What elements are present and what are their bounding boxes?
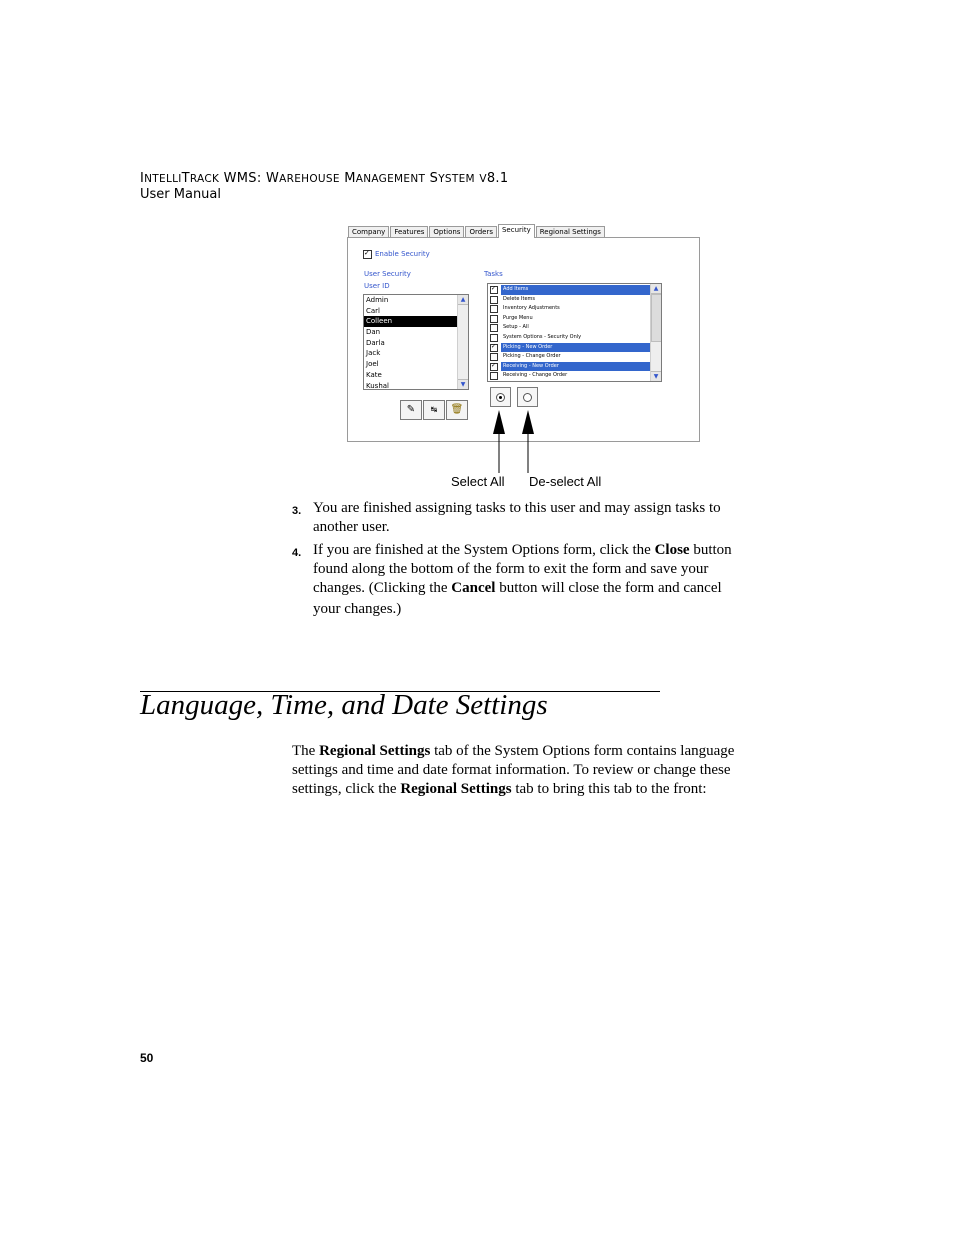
task-checkbox[interactable] — [490, 372, 498, 380]
step-4-number: 4. — [292, 547, 302, 559]
task-label: System Options - Security Only — [503, 333, 582, 340]
header-title-smallcaps: RACK — [189, 173, 220, 185]
task-checkbox[interactable] — [490, 305, 498, 313]
task-label: Setup - All — [503, 324, 529, 331]
task-list-item[interactable] — [488, 352, 661, 362]
user-list-item[interactable]: Carl — [366, 306, 380, 315]
step-4-line-2: found along the bottom of the form to exit the form and save your — [313, 561, 709, 577]
user-security-label: User Security — [364, 270, 411, 278]
task-label: Picking - Change Order — [503, 353, 561, 360]
edit-icon: ✎ — [406, 404, 416, 415]
trash-icon: 🗑 — [450, 404, 464, 415]
enable-security-checkbox[interactable] — [363, 250, 372, 259]
section-line-2: settings and time and date format information. To review or change these — [292, 762, 731, 778]
user-list-item[interactable]: Jack — [366, 349, 381, 358]
task-label: Receiving - Change Order — [503, 372, 568, 379]
tab-company[interactable]: Company — [348, 226, 389, 238]
step-4-line-3: changes. (Clicking the Cancel button will close the form and cancel — [313, 580, 722, 596]
scroll-down-icon[interactable]: ▼ — [458, 379, 468, 389]
section-heading: Language, Time, and Date Settings — [140, 689, 548, 721]
callout-arrows — [480, 405, 550, 475]
scroll-thumb[interactable] — [651, 294, 662, 342]
delete-user-button[interactable] — [446, 400, 468, 420]
step-3-text — [313, 499, 721, 537]
task-list-item[interactable] — [488, 295, 661, 305]
page-number: 50 — [140, 1051, 154, 1065]
header-title-smallcaps: V — [479, 173, 487, 185]
user-list-item[interactable]: Admin — [366, 296, 389, 304]
user-id-label: User ID — [364, 282, 390, 290]
task-list-item[interactable] — [488, 323, 661, 333]
task-list-item[interactable] — [488, 371, 661, 381]
header-title-smallcaps: NTELLI — [144, 173, 182, 185]
header-title-smallcaps: YSTEM — [438, 173, 475, 185]
task-label: Add Items — [501, 285, 650, 295]
task-list-item[interactable] — [488, 304, 661, 314]
rename-icon: ↹ — [430, 405, 438, 414]
user-list-scrollbar[interactable] — [457, 295, 468, 389]
task-list-item[interactable] — [488, 362, 661, 372]
header-title-smallcaps: ANAGEMENT — [355, 173, 426, 185]
task-checkbox[interactable] — [490, 315, 498, 323]
tasks-list[interactable] — [487, 283, 662, 382]
radio-empty-icon — [523, 393, 532, 402]
task-label: Receiving - New Order — [501, 362, 650, 372]
task-checkbox[interactable] — [490, 324, 498, 332]
tab-regional-settings[interactable]: Regional Settings — [536, 226, 605, 238]
tab-orders[interactable]: Orders — [465, 226, 497, 238]
section-line-1: The Regional Settings tab of the System Options form contains language — [292, 743, 735, 759]
scroll-down-icon[interactable]: ▼ — [651, 371, 661, 381]
header-title-smallcaps: AREHOUSE — [279, 173, 340, 185]
radio-filled-icon — [496, 393, 505, 402]
task-checkbox[interactable] — [490, 344, 498, 352]
user-list-item[interactable]: Joel — [366, 360, 379, 369]
task-list-item[interactable] — [488, 314, 661, 324]
header-title-cap: T — [181, 171, 190, 186]
rename-user-button[interactable] — [423, 400, 445, 420]
scroll-up-icon[interactable]: ▲ — [651, 284, 661, 294]
running-header-title — [140, 171, 508, 187]
header-title-cap: S — [425, 171, 439, 186]
task-list-item[interactable] — [488, 343, 661, 353]
user-list-item[interactable]: Darla — [366, 338, 385, 347]
task-list-item[interactable] — [488, 285, 661, 295]
header-title-cap: 8.1 — [486, 171, 509, 186]
step-4-line-4: your changes.) — [313, 601, 402, 617]
tab-features[interactable]: Features — [390, 226, 428, 238]
task-checkbox[interactable] — [490, 334, 498, 342]
task-checkbox[interactable] — [490, 286, 498, 294]
user-list-item[interactable]: Colleen — [364, 316, 457, 327]
section-line-3: settings, click the Regional Settings tab to bring this tab to the front: — [292, 781, 707, 797]
task-checkbox[interactable] — [490, 296, 498, 304]
header-title-cap: WMS: — [219, 171, 266, 186]
user-list-item[interactable]: Kushal — [366, 381, 389, 390]
task-label: Picking - New Order — [501, 343, 650, 353]
step-3-line-1: You are finished assigning tasks to this user and may assign tasks to — [313, 500, 721, 516]
scroll-up-icon[interactable]: ▲ — [458, 295, 468, 305]
running-header-subtitle: User Manual — [140, 187, 222, 202]
tab-options[interactable]: Options — [429, 226, 464, 238]
deselect-all-button[interactable] — [517, 387, 538, 407]
header-title-cap: M — [339, 171, 356, 186]
user-list-item[interactable]: Kate — [366, 370, 382, 379]
step-3-line-2: another user. — [313, 519, 390, 535]
section-paragraph — [292, 742, 734, 799]
select-all-button[interactable] — [490, 387, 511, 407]
select-all-callout: Select All — [451, 474, 505, 489]
task-label: Inventory Adjustments — [503, 305, 560, 312]
task-checkbox[interactable] — [490, 363, 498, 371]
enable-security-label: Enable Security — [375, 250, 430, 258]
task-list-item[interactable] — [488, 333, 661, 343]
step-4-text — [313, 541, 732, 619]
tab-security[interactable]: Security — [498, 224, 535, 238]
step-3-number: 3. — [292, 505, 302, 517]
task-label: Purge Menu — [503, 314, 533, 321]
deselect-all-callout: De-select All — [529, 474, 602, 489]
tasks-list-scrollbar[interactable] — [650, 284, 661, 381]
tab-strip — [348, 224, 605, 238]
header-title-cap: I — [140, 171, 145, 186]
user-list-item[interactable]: Dan — [366, 328, 381, 337]
task-checkbox[interactable] — [490, 353, 498, 361]
edit-user-button[interactable] — [400, 400, 422, 420]
tasks-label: Tasks — [484, 270, 503, 278]
task-label: Delete Items — [503, 295, 536, 302]
user-id-list[interactable] — [363, 294, 469, 390]
header-title-cap: W — [265, 171, 280, 186]
step-4-line-1: If you are finished at the System Options form, click the Close button — [313, 542, 732, 558]
